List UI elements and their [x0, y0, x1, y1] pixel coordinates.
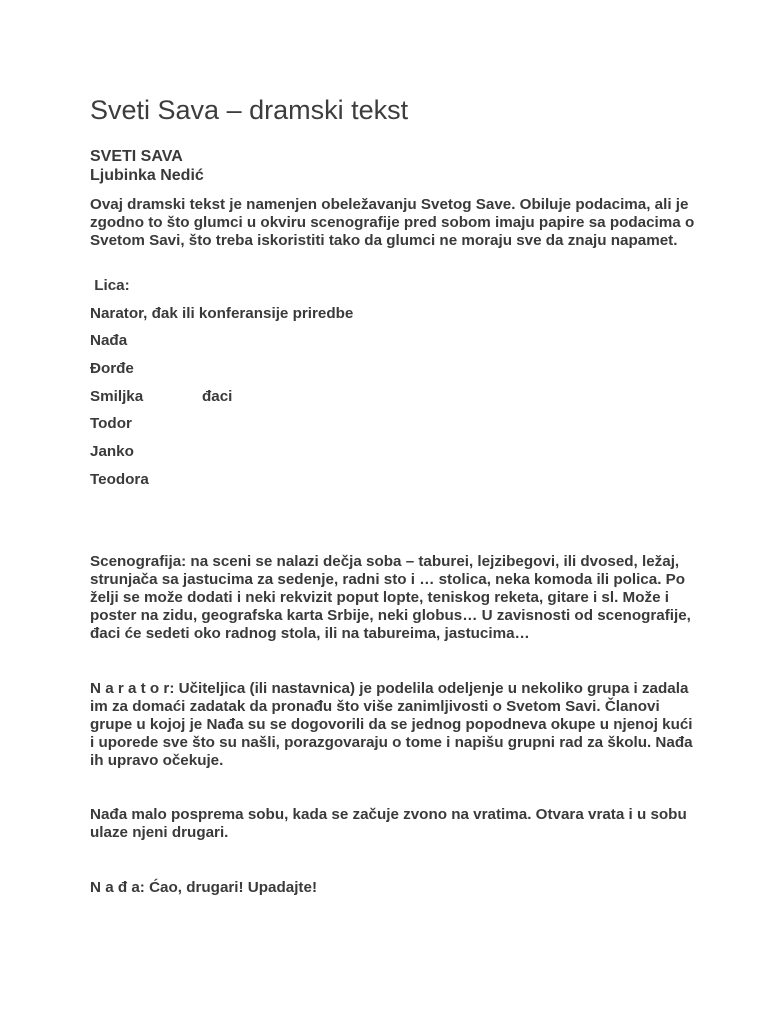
- cast-group-label: đaci: [202, 388, 233, 405]
- author-name: Ljubinka Nedić: [90, 167, 204, 184]
- cast-label: Lica:: [90, 277, 130, 294]
- cast-member-nadja: Nađa: [90, 332, 128, 349]
- play-heading: SVETI SAVA: [90, 148, 183, 165]
- cast-member-djordje: Đorđe: [90, 360, 134, 377]
- nadja-line: N a đ a: Ćao, drugari! Upadajte!: [90, 879, 317, 896]
- scenography-paragraph: Scenografija: na sceni se nalazi dečja soba – taburei, lejzibegovi, ili dvosed, ležaj, strunjača sa jastucima za sedenje, radni sto i … stolica, neka komoda ili polica. Po želji se može dodati i neki rekvizit poput lopte, teniskog reketa, gitare i sl. Može i poster na zidu, geografska karta Srbije, neki globus… U zavisnosti od scenografije, đaci će sedeti oko radnog stola, ili na tabureima, jastucima…: [90, 553, 691, 642]
- cast-member-todor: Todor: [90, 415, 132, 432]
- intro-paragraph: Ovaj dramski tekst je namenjen obeležavanju Svetog Save. Obiluje podacima, ali je zgodno to što glumci u okviru scenografije pred sobom imaju papire sa podacima o Svetom Savi, što treba iskoristiti tako da glumci ne moraju sve da znaju napamet.: [90, 196, 695, 249]
- document-title: Sveti Sava – dramski tekst: [90, 95, 409, 125]
- cast-member-teodora: Teodora: [90, 471, 149, 488]
- cast-member-narrator: Narator, đak ili konferansije priredbe: [90, 305, 354, 322]
- narrator-paragraph: N a r a t o r: Učiteljica (ili nastavnica) je podelila odeljenje u nekoliko grupa i zadala im za domaći zadatak da pronađu što više zanimljivosti o Svetom Savi. Članovi grupe u kojoj je Nađa su se dogovorili da se jednog popodneva okupe u njenoj kući i uporede sve što su našli, porazgovaraju o tome i napišu grupni rad za školu. Nađa ih upravo očekuje.: [90, 680, 693, 769]
- cast-member-smiljka: Smiljka: [90, 388, 144, 405]
- cast-member-janko: Janko: [90, 443, 134, 460]
- stage-direction-paragraph: Nađa malo posprema sobu, kada se začuje zvono na vratima. Otvara vrata i u sobu ulaze njeni drugari.: [90, 806, 687, 841]
